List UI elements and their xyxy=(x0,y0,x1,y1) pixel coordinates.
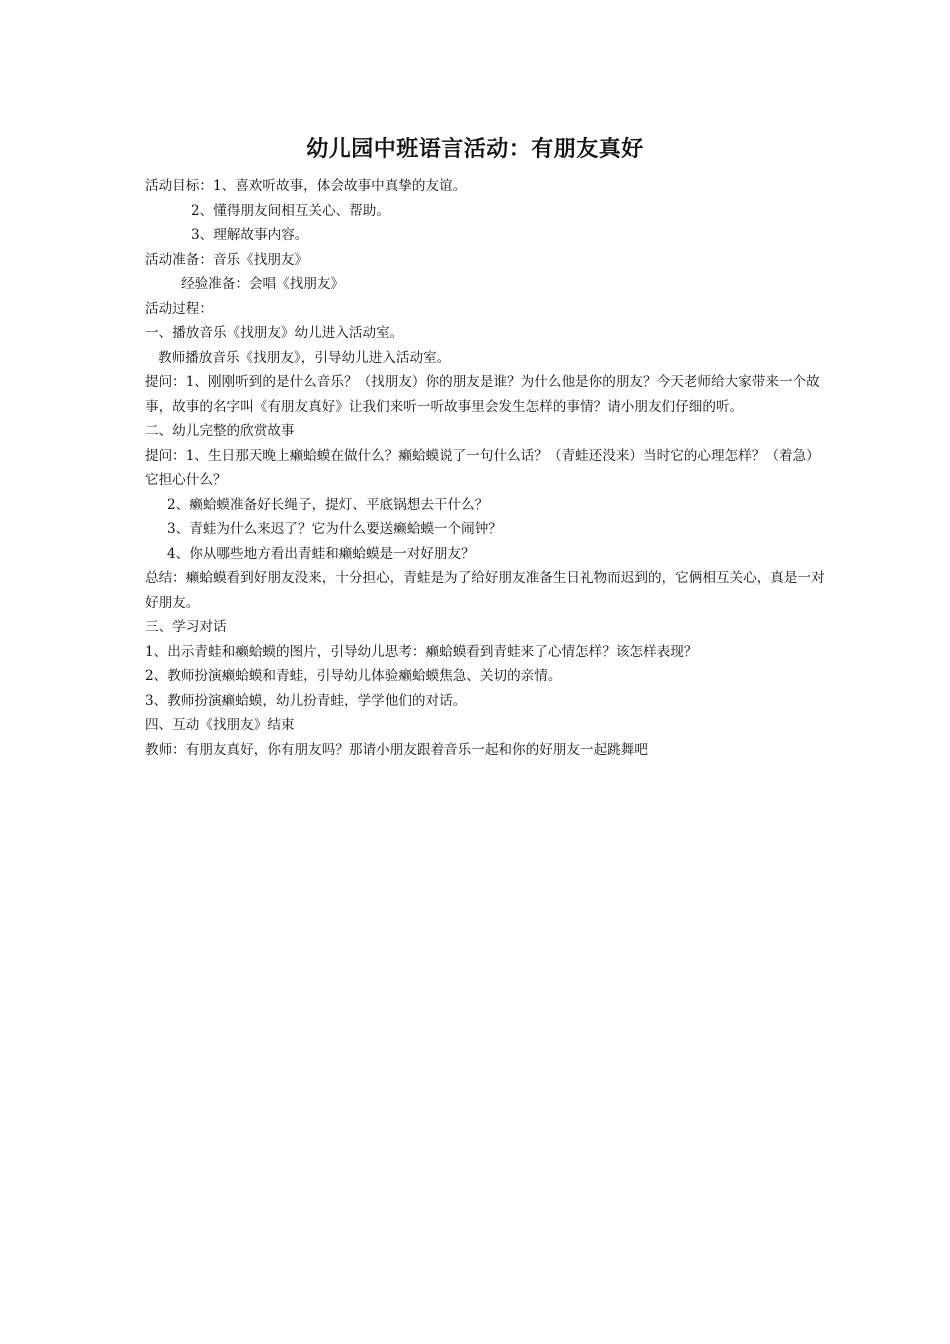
dialogue-step-3: 3、教师扮演癞蛤蟆，幼儿扮青蛙，学学他们的对话。 xyxy=(145,692,467,709)
question-paragraph-1: 提问：1、刚刚听到的是什么音乐？（找朋友）你的朋友是谁？为什么他是你的朋友？今天老师给大家带来一个故事，故事的名字叫《有朋友真好》让我们来听一听故事里会发生怎样的事情？请小朋友们仔细的听。 xyxy=(145,374,820,415)
question-line-3: 3、青蛙为什么来迟了？它为什么要送癞蛤蟆一个闹钟？ xyxy=(167,521,502,537)
summary-paragraph: 总结：癞蛤蟆看到好朋友没来，十分担心，青蛙是为了给好朋友准备生日礼物而迟到的，它俩相互关心，真是一对好朋友。 xyxy=(145,570,825,611)
document-title: 幼儿园中班语言活动：有朋友真好 xyxy=(306,137,644,162)
dialogue-step-2: 2、教师扮演癞蛤蟆和青蛙，引导幼儿体验癞蛤蟆焦急、关切的亲情。 xyxy=(145,668,562,684)
paragraph-line: 教师播放音乐《找朋友》，引导幼儿进入活动室。 xyxy=(158,349,451,366)
section-heading-4: 四、互动《找朋友》结束 xyxy=(145,717,295,733)
goal-line-3: 3、理解故事内容。 xyxy=(191,227,309,243)
goal-line-2: 2、懂得朋友间相互关心、帮助。 xyxy=(191,202,390,219)
process-heading: 活动过程： xyxy=(145,300,213,317)
goal-line-1: 活动目标：1、喜欢听故事，体会故事中真挚的友谊。 xyxy=(145,178,467,194)
question-line-2: 2、癞蛤蟆准备好长绳子，提灯、平底锅想去干什么？ xyxy=(167,496,489,513)
section-heading-1: 一、播放音乐《找朋友》幼儿进入活动室。 xyxy=(145,325,404,341)
closing-line: 教师：有朋友真好，你有朋友吗？那请小朋友跟着音乐一起和你的好朋友一起跳舞吧 xyxy=(145,741,648,758)
dialogue-step-1: 1、出示青蛙和癞蛤蟆的图片，引导幼儿思考：癞蛤蟆看到青蛙来了心情怎样？该怎样表现？ xyxy=(145,643,698,660)
prep-line-2: 经验准备：会唱《找朋友》 xyxy=(181,276,345,292)
prep-line-1: 活动准备：音乐《找朋友》 xyxy=(145,251,309,268)
question-paragraph-2: 提问：1、生日那天晚上癞蛤蟆在做什么？癞蛤蟆说了一句什么话？（青蛙还没来）当时它的心理怎样？（着急）它担心什么？ xyxy=(145,447,820,488)
section-heading-3: 三、学习对话 xyxy=(145,619,227,635)
question-line-4: 4、你从哪些地方看出青蛙和癞蛤蟆是一对好朋友？ xyxy=(167,545,475,562)
section-heading-2: 二、幼儿完整的欣赏故事 xyxy=(145,423,295,439)
document-body xyxy=(145,174,825,762)
